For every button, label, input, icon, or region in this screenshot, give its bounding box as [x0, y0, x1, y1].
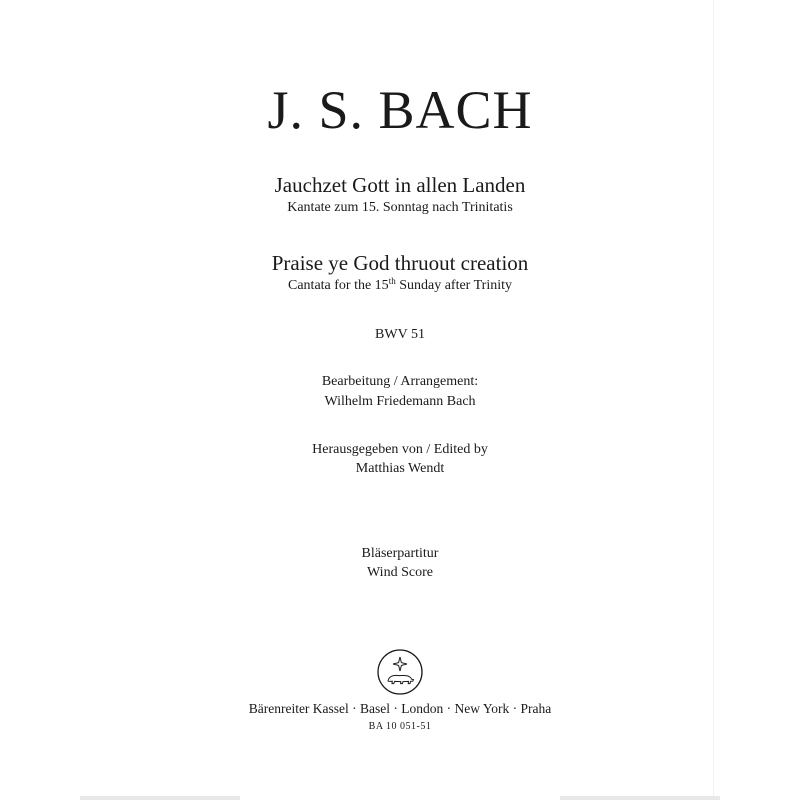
bottom-scan-mark [560, 796, 720, 800]
order-number: BA 10 051-51 [368, 721, 432, 732]
english-subtitle [0, 277, 800, 295]
bottom-scan-mark [80, 796, 240, 800]
score-type-english: Wind Score [367, 565, 433, 580]
publisher-line: Bärenreiter Kassel · Basel · London · New York · Praha [248, 701, 552, 716]
editor-label: Herausgegeben von / Edited by [312, 442, 488, 457]
editor-name: Matthias Wendt [355, 461, 445, 476]
english-subtitle-ordinal: th [388, 276, 396, 286]
bwv-number: BWV 51 [375, 327, 425, 342]
arranger-name: Wilhelm Friedemann Bach [324, 394, 476, 409]
arrangement-label: Bearbeitung / Arrangement: [321, 374, 479, 389]
english-title: Praise ye God thruout creation [271, 251, 529, 275]
german-title: Jauchzet Gott in allen Landen [274, 173, 526, 197]
english-subtitle-part2: Sunday after Trinity [395, 278, 512, 293]
score-type-german: Bläserpartitur [361, 546, 439, 561]
composer-name: J. S. BACH [267, 80, 533, 140]
publisher-logo-icon [376, 648, 424, 696]
german-subtitle: Kantate zum 15. Sonntag nach Trinitatis [287, 200, 513, 215]
english-subtitle-part1: Cantata for the 15 [288, 278, 389, 293]
